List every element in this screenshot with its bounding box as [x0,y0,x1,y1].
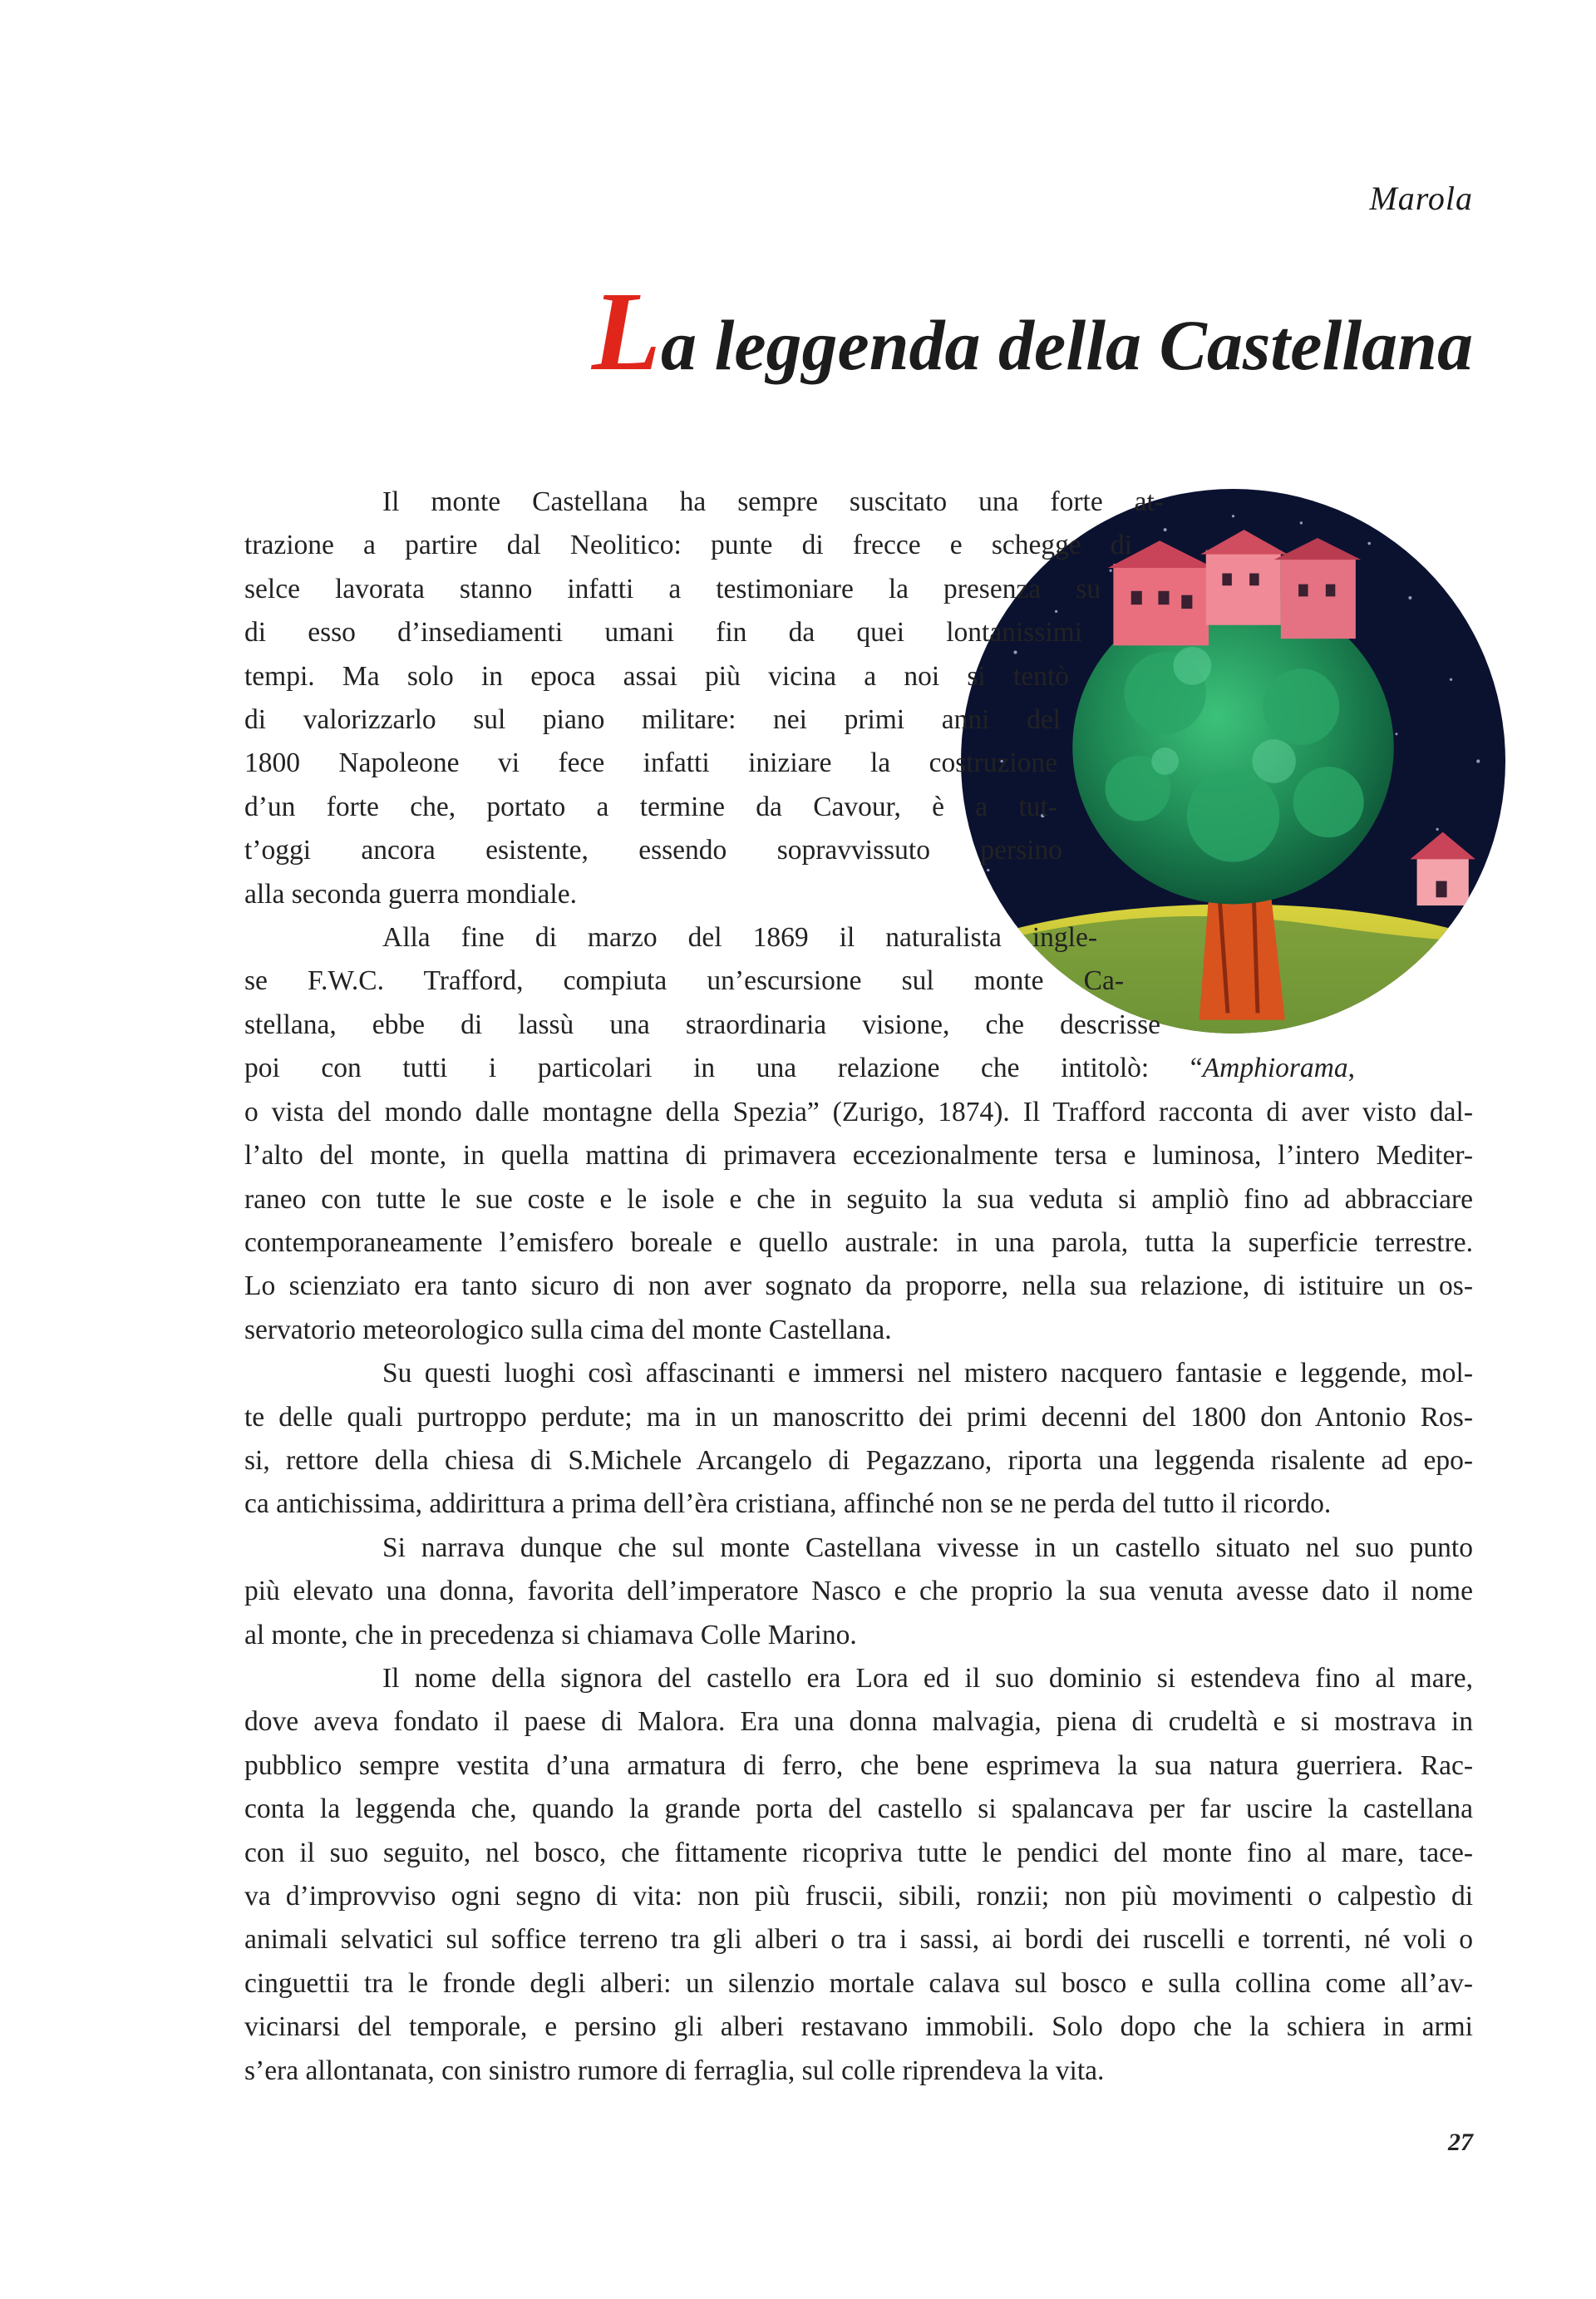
body-text [244,481,1473,2093]
text-line: Alla fine di marzo del 1869 il naturalista ingle- [382,922,1097,954]
text-line: trazione a partire dal Neolitico: punte di frecce e schegge di [244,530,1132,561]
book-title-italic: Amphiorama [1202,1053,1348,1084]
paragraph [244,1352,1473,1527]
page-title [592,270,1473,395]
text-line: Su questi luoghi così affascinanti e immersi nel mistero nacquero fantasie e leggende, mol- [382,1358,1473,1389]
text-line: raneo con tutte le sue coste e le isole e che in seguito la sua veduta si ampliò fino ad abbracciare [244,1183,1473,1215]
text-line: t’oggi ancora esistente, essendo sopravvissuto persino [244,835,1062,866]
text-line: selce lavorata stanno infatti a testimoniare la presenza su [244,573,1101,604]
text-line: Lo scienziato era tanto sicuro di non aver sognato da proporre, nella sua relazione, di istituire un os- [244,1270,1473,1302]
text-line: servatorio meteorologico sulla cima del monte Castellana. [244,1314,892,1345]
text-line: se F.W.C. Trafford, compiuta un’escursione sul monte Ca- [244,965,1124,997]
page-number: 27 [1448,2129,1473,2156]
text-line: Si narrava dunque che sul monte Castellana vivesse in un castello situato nel suo punto [382,1532,1473,1563]
text-line: con il suo seguito, nel bosco, che fittamente ricopriva tutte le pendici del monte fino al mare, tace- [244,1837,1473,1868]
text-line: più elevato una donna, favorita dell’imperatore Nasco e che proprio la sua venuta avesse dato il nome [244,1576,1473,1607]
text-line: dove aveva fondato il paese di Malora. Era una donna malvagia, piena di crudeltà e si mostrava in [244,1706,1473,1738]
text-line: si, rettore della chiesa di S.Michele Arcangelo di Pegazzano, riporta una leggenda risalente ad epo- [244,1444,1473,1476]
text-line: tempi. Ma solo in epoca assai più vicina a noi si tentò [244,660,1069,692]
paragraph [244,1527,1473,1657]
text-line: Il nome della signora del castello era Lora ed il suo dominio si estendeva fino al mare, [382,1662,1473,1694]
text-line: ca antichissima, addirittura a prima dell’èra cristiana, affinché non se ne perda del tutto il ricordo. [244,1488,1332,1520]
text-line: al monte, che in precedenza si chiamava Colle Marino. [244,1619,857,1650]
text-line: pubblico sempre vestita d’una armatura di ferro, che bene esprimeva la sua natura guerriera. Rac- [244,1749,1473,1781]
text-line: te delle quali purtroppo perdute; ma in un manoscritto dei primi decenni del 1800 don Antonio Ros- [244,1401,1473,1433]
title-text: a leggenda della Castellana [660,305,1473,385]
text-line: 1800 Napoleone vi fece infatti iniziare la costruzione [244,747,1057,779]
text-line: poi con tutti i particolari in una relazione che intitolò: “Amphiorama, [244,1053,1355,1084]
text-line: di esso d’insediamenti umani fin da quei lontanissimi [244,617,1082,649]
text-line: Il monte Castellana ha sempre suscitato una forte at- [382,486,1164,517]
paragraph [244,481,1473,916]
text-line: cinguettii tra le fronde degli alberi: un silenzio mortale calava sul bosco e sulla collina come all’av- [244,1967,1473,1999]
text-line: o vista del mondo dalle montagne della Spezia” (Zurigo, 1874). Il Trafford racconta di aver visto dal- [244,1096,1473,1127]
text-line: contemporaneamente l’emisfero boreale e quello australe: in una parola, tutta la superficie terrestre. [244,1226,1473,1258]
paragraph [244,916,1473,1352]
text-line: stellana, ebbe di lassù una straordinaria visione, che descrisse [244,1009,1160,1040]
text-line: d’un forte che, portato a termine da Cavour, è a tut- [244,791,1057,822]
text-line: conta la leggenda che, quando la grande porta del castello si spalancava per far uscire la castellana [244,1793,1473,1825]
text-line: animali selvatici sul soffice terreno tra gli alberi o tra i sassi, ai bordi dei ruscelli e torrenti, né voli o [244,1924,1473,1956]
text-line: alla seconda guerra mondiale. [244,878,577,910]
running-head: Marola [1369,180,1473,217]
text-line: vicinarsi del temporale, e persino gli alberi restavano immobili. Solo dopo che la schiera in armi [244,2011,1473,2043]
text-line: di valorizzarlo sul piano militare: nei primi anni del [244,704,1061,736]
paragraph [244,1657,1473,2093]
title-drop-initial: L [591,269,661,394]
text-line: l’alto del monte, in quella mattina di primavera eccezionalmente tersa e luminosa, l’intero Mediter- [244,1140,1473,1172]
text-line: s’era allontanata, con sinistro rumore di ferraglia, sul colle riprendeva la vita. [244,2055,1105,2086]
text-line: va d’improvviso ogni segno di vita: non più fruscii, sibili, ronzii; non più movimenti o calpestìo di [244,1881,1473,1912]
